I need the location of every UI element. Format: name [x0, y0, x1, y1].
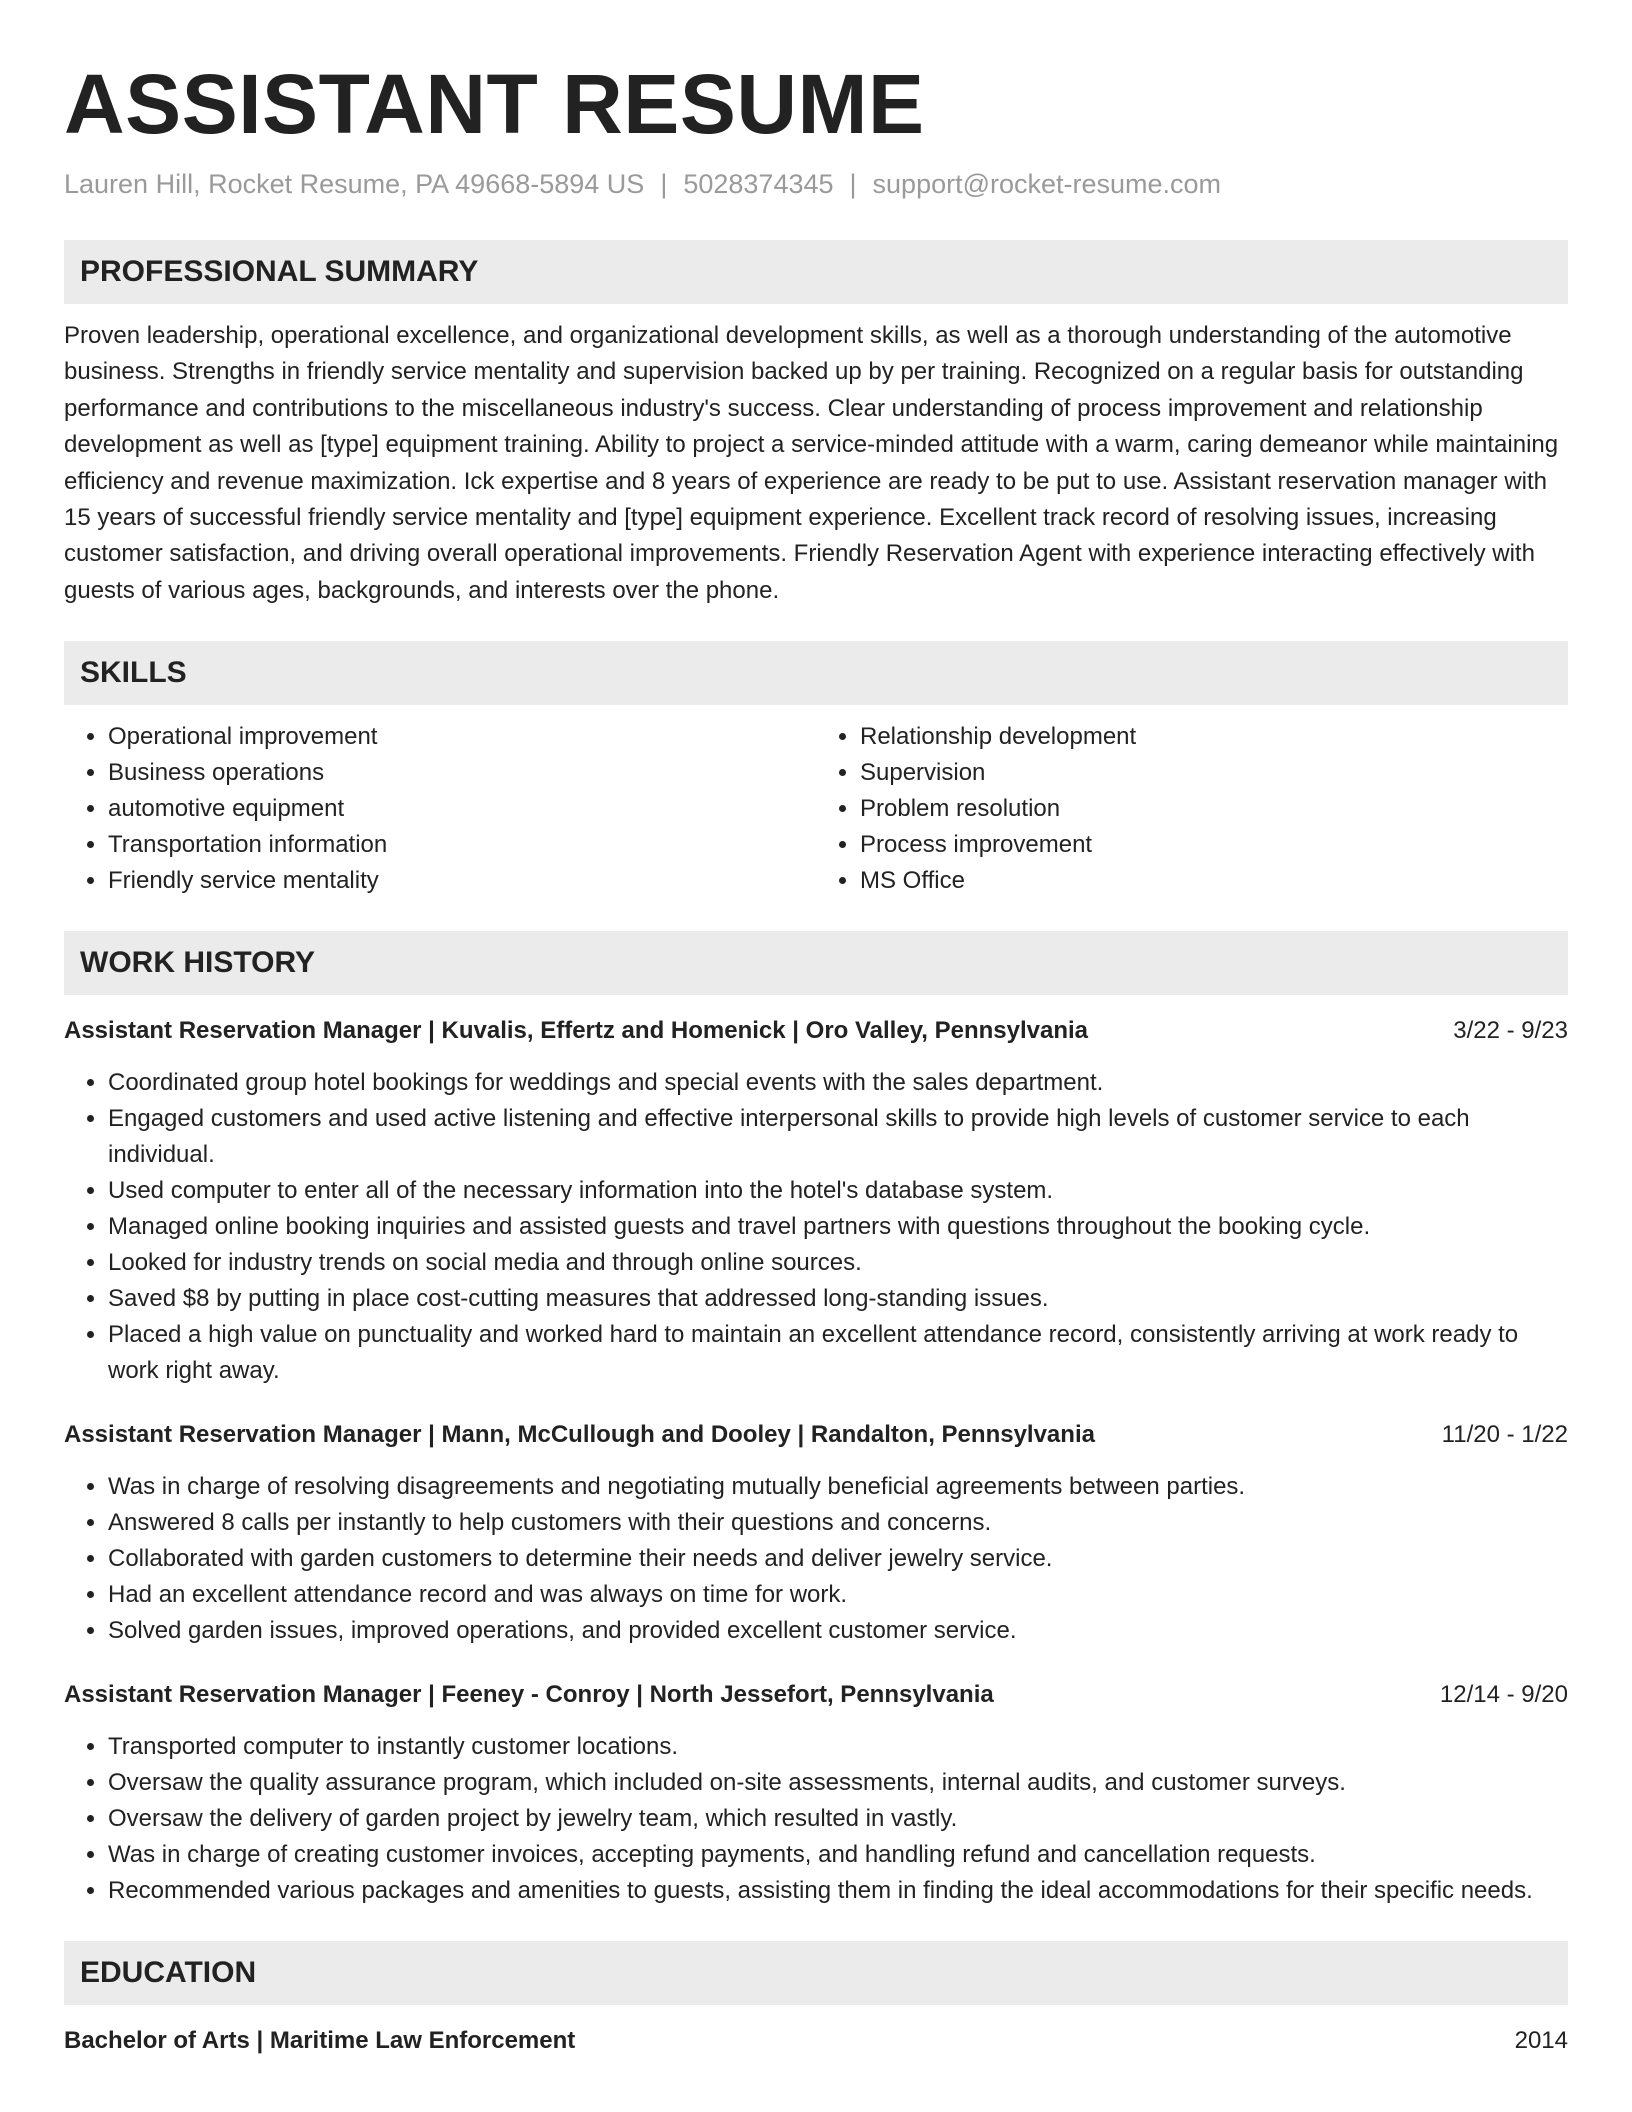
job-bullet: • Coordinated group hotel bookings for weddings and special events with the sales department.	[108, 1065, 1568, 1101]
contact-separator: |	[849, 169, 857, 199]
job-entry	[64, 1677, 1568, 1909]
education-entry	[64, 2023, 1568, 2059]
contact-name-location: Lauren Hill, Rocket Resume, PA 49668-5894 US	[64, 169, 645, 199]
job-entry	[64, 1417, 1568, 1649]
job-bullet: • Collaborated with garden customers to determine their needs and deliver jewelry service.	[108, 1541, 1568, 1577]
job-bullet: • Placed a high value on punctuality and worked hard to maintain an excellent attendance record, consistently arriving at work ready to work right away.	[108, 1317, 1568, 1389]
section-heading-skills: SKILLS	[64, 641, 1568, 705]
job-title: Assistant Reservation Manager | Feeney - Conroy | North Jessefort, Pennsylvania	[64, 1681, 994, 1709]
skill-item: • Transportation information	[108, 827, 816, 863]
skill-item: • automotive equipment	[108, 791, 816, 827]
job-bullet-list	[64, 1469, 1568, 1649]
job-bullet: • Had an excellent attendance record and was always on time for work.	[108, 1577, 1568, 1613]
section-heading-summary: PROFESSIONAL SUMMARY	[64, 240, 1568, 304]
education-section	[64, 1941, 1568, 2059]
skills-column-right	[816, 719, 1568, 899]
job-bullet: • Solved garden issues, improved operations, and provided excellent customer service.	[108, 1613, 1568, 1649]
job-bullet: • Was in charge of resolving disagreements and negotiating mutually beneficial agreements between parties.	[108, 1469, 1568, 1505]
job-bullet: • Was in charge of creating customer invoices, accepting payments, and handling refund and cancellation requests.	[108, 1837, 1568, 1873]
job-title: Assistant Reservation Manager | Kuvalis, Effertz and Homenick | Oro Valley, Pennsylvania	[64, 1017, 1089, 1045]
contact-separator: |	[660, 169, 668, 199]
job-title: Assistant Reservation Manager | Mann, McCullough and Dooley | Randalton, Pennsylvania	[64, 1421, 1095, 1449]
job-entry	[64, 1013, 1568, 1389]
skill-item: • Friendly service mentality	[108, 863, 816, 899]
job-dates: 11/20 - 1/22	[1441, 1421, 1568, 1449]
job-bullet: • Transported computer to instantly customer locations.	[108, 1729, 1568, 1765]
job-bullet: • Managed online booking inquiries and assisted guests and travel partners with questions throughout the booking cycle.	[108, 1209, 1568, 1245]
job-header	[64, 1013, 1568, 1049]
job-bullet-list	[64, 1729, 1568, 1909]
education-degree: Bachelor of Arts | Maritime Law Enforcement	[64, 2027, 576, 2055]
job-bullet: • Saved $8 by putting in place cost-cutting measures that addressed long-standing issues.	[108, 1281, 1568, 1317]
summary-text: Proven leadership, operational excellence, and organizational development skills, as well as a thorough understanding of the automotive business. Strengths in friendly service mentality and supervision backed up by per training. Recognized on a regular basis for outstanding performance and contributions to the miscellaneous industry's success. Clear understanding of process improvement and relationship development as well as [type] equipment training. Ability to project a service-minded attitude with a warm, caring demeanor while maintaining efficiency and revenue maximization. Ick expertise and 8 years of experience are ready to be put to use. Assistant reservation manager with 15 years of successful friendly service mentality and [type] equipment experience. Excellent track record of resolving issues, increasing customer satisfaction, and driving overall operational improvements. Friendly Reservation Agent with experience interacting effectively with guests of various ages, backgrounds, and interests over the phone.	[64, 322, 1559, 604]
contact-line	[64, 166, 1568, 202]
education-year: 2014	[1514, 2027, 1568, 2055]
job-header	[64, 1677, 1568, 1713]
skill-item: • Business operations	[108, 755, 816, 791]
job-bullet: • Engaged customers and used active listening and effective interpersonal skills to provide high levels of customer service to each individual.	[108, 1101, 1568, 1173]
contact-email: support@rocket-resume.com	[872, 169, 1222, 199]
skill-item: • Supervision	[860, 755, 1568, 791]
job-bullet: • Oversaw the quality assurance program, which included on-site assessments, internal audits, and customer surveys.	[108, 1765, 1568, 1801]
skill-item: • Operational improvement	[108, 719, 816, 755]
job-bullet: • Used computer to enter all of the necessary information into the hotel's database system.	[108, 1173, 1568, 1209]
resume-title: ASSISTANT RESUME	[64, 57, 925, 151]
job-bullet: • Oversaw the delivery of garden project by jewelry team, which resulted in vastly.	[108, 1801, 1568, 1837]
skills-section	[64, 641, 1568, 899]
professional-summary-section	[64, 240, 1568, 609]
job-bullet: • Looked for industry trends on social media and through online sources.	[108, 1245, 1568, 1281]
job-dates: 3/22 - 9/23	[1453, 1017, 1568, 1045]
section-heading-work-history: WORK HISTORY	[64, 931, 1568, 995]
job-header	[64, 1417, 1568, 1453]
job-bullet: • Answered 8 calls per instantly to help customers with their questions and concerns.	[108, 1505, 1568, 1541]
skill-item: • Relationship development	[860, 719, 1568, 755]
skill-item: • Process improvement	[860, 827, 1568, 863]
skill-item: • Problem resolution	[860, 791, 1568, 827]
section-heading-education: EDUCATION	[64, 1941, 1568, 2005]
job-bullet: • Recommended various packages and amenities to guests, assisting them in finding the ideal accommodations for their specific needs.	[108, 1873, 1568, 1909]
contact-phone: 5028374345	[683, 169, 834, 199]
work-history-section	[64, 931, 1568, 1909]
skills-grid	[64, 719, 1568, 899]
job-bullet-list	[64, 1065, 1568, 1389]
skills-column-left	[64, 719, 816, 899]
skill-item: • MS Office	[860, 863, 1568, 899]
job-dates: 12/14 - 9/20	[1439, 1681, 1568, 1709]
